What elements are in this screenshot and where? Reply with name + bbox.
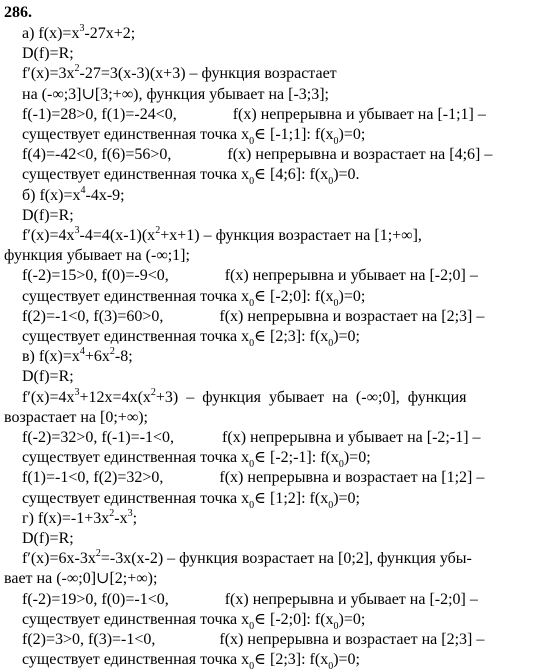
- text-line: D(f)=R;: [22, 207, 74, 224]
- text-line: $f'(x)=3x^2-27=3(x-3)(x+3)$ – функция возрастает: [22, 62, 337, 82]
- text-line: f(-2)=32>0, f(-1)=-1<0, f(x) непрерывна и убывает на [-2;-1] –: [22, 429, 481, 446]
- text-line: существует единственная точка $x_0\in$ [-1;1]: $f(x_0)=0$;: [22, 126, 366, 148]
- text-line: D(f)=R;: [22, 45, 74, 62]
- text-line: существует единственная точка $x_0\in$ [-2;0]: $f(x_0)=0$;: [22, 288, 366, 310]
- text-line: f(-1)=28>0, f(1)=-24<0, f(x) непрерывна и убывает на [-1;1] –: [22, 106, 486, 123]
- problem-number: 286.: [4, 4, 32, 21]
- text-line: возрастает на [0;+∞);: [4, 409, 148, 426]
- text-line: существует единственная точка $x_0\in$ [-2;0]: $f(x_0)=0$;: [22, 611, 366, 633]
- text-line: f(4)=-42<0, f(6)=56>0, f(x) непрерывна и возрастает на [4;6] –: [22, 146, 493, 163]
- text-line: в) $f(x)=x^4+6x^2-8$;: [22, 345, 133, 365]
- text-line: $f'(x)=4x^3+12x=4x(x^2+3)$ – функция убывает на (-∞;0], функция: [22, 386, 467, 406]
- text-line: существует единственная точка $x_0\in$ [2;3]: $f(x_0)=0$;: [22, 651, 360, 672]
- text-line: существует единственная точка $x_0\in$ [1;2]: $f(x_0)=0$;: [22, 490, 360, 512]
- text-line: б) $f(x)=x^4-4x-9$;: [22, 184, 125, 204]
- text-line: f(2)=3>0, f(3)=-1<0, f(x) непрерывна и возрастает на [2;3] –: [22, 631, 485, 648]
- text-line: $f'(x)=6x-3x^2=-3x(x-2)$ – функция возрастает на [0;2], функция убы-: [22, 547, 472, 567]
- text-line: г) $f(x)=-1+3x^2-x^3$;: [22, 507, 138, 527]
- text-line: f(2)=-1<0, f(3)=60>0, f(x) непрерывна и возрастает на [2;3] –: [22, 308, 485, 325]
- text-line: функция убывает на (-∞;1];: [4, 247, 190, 264]
- text-line: D(f)=R;: [22, 530, 74, 547]
- text-line: существует единственная точка $x_0\in$ [2;3]: $f(x_0)=0$;: [22, 328, 360, 350]
- text-line: f(1)=-1<0, f(2)=32>0, f(x) непрерывна и возрастает на [1;2] –: [22, 469, 485, 486]
- text-line: существует единственная точка $x_0\in$ [4;6]: $f(x_0)=0$.: [22, 166, 360, 188]
- text-line: на (-∞;3]∪[3;+∞), функция убывает на [-3;3];: [22, 86, 329, 103]
- text-line: существует единственная точка $x_0\in$ [-2;-1]: $f(x_0)=0$;: [22, 449, 371, 471]
- text-line: f(-2)=19>0, f(0)=-1<0, f(x) непрерывна и убывает на [-2;0] –: [22, 591, 478, 608]
- text-line: $f'(x)=4x^3-4=4(x-1)(x^2+x+1)$ – функция возрастает на [1;+∞],: [22, 224, 422, 244]
- text-line: D(f)=R;: [22, 368, 74, 385]
- text-line: вает на (-∞;0]∪[2;+∞);: [4, 570, 158, 587]
- text-line: f(-2)=15>0, f(0)=-9<0, f(x) непрерывна и убывает на [-2;0] –: [22, 267, 478, 284]
- text-line: а) $f(x)=x^3-27x+2$;: [22, 22, 136, 42]
